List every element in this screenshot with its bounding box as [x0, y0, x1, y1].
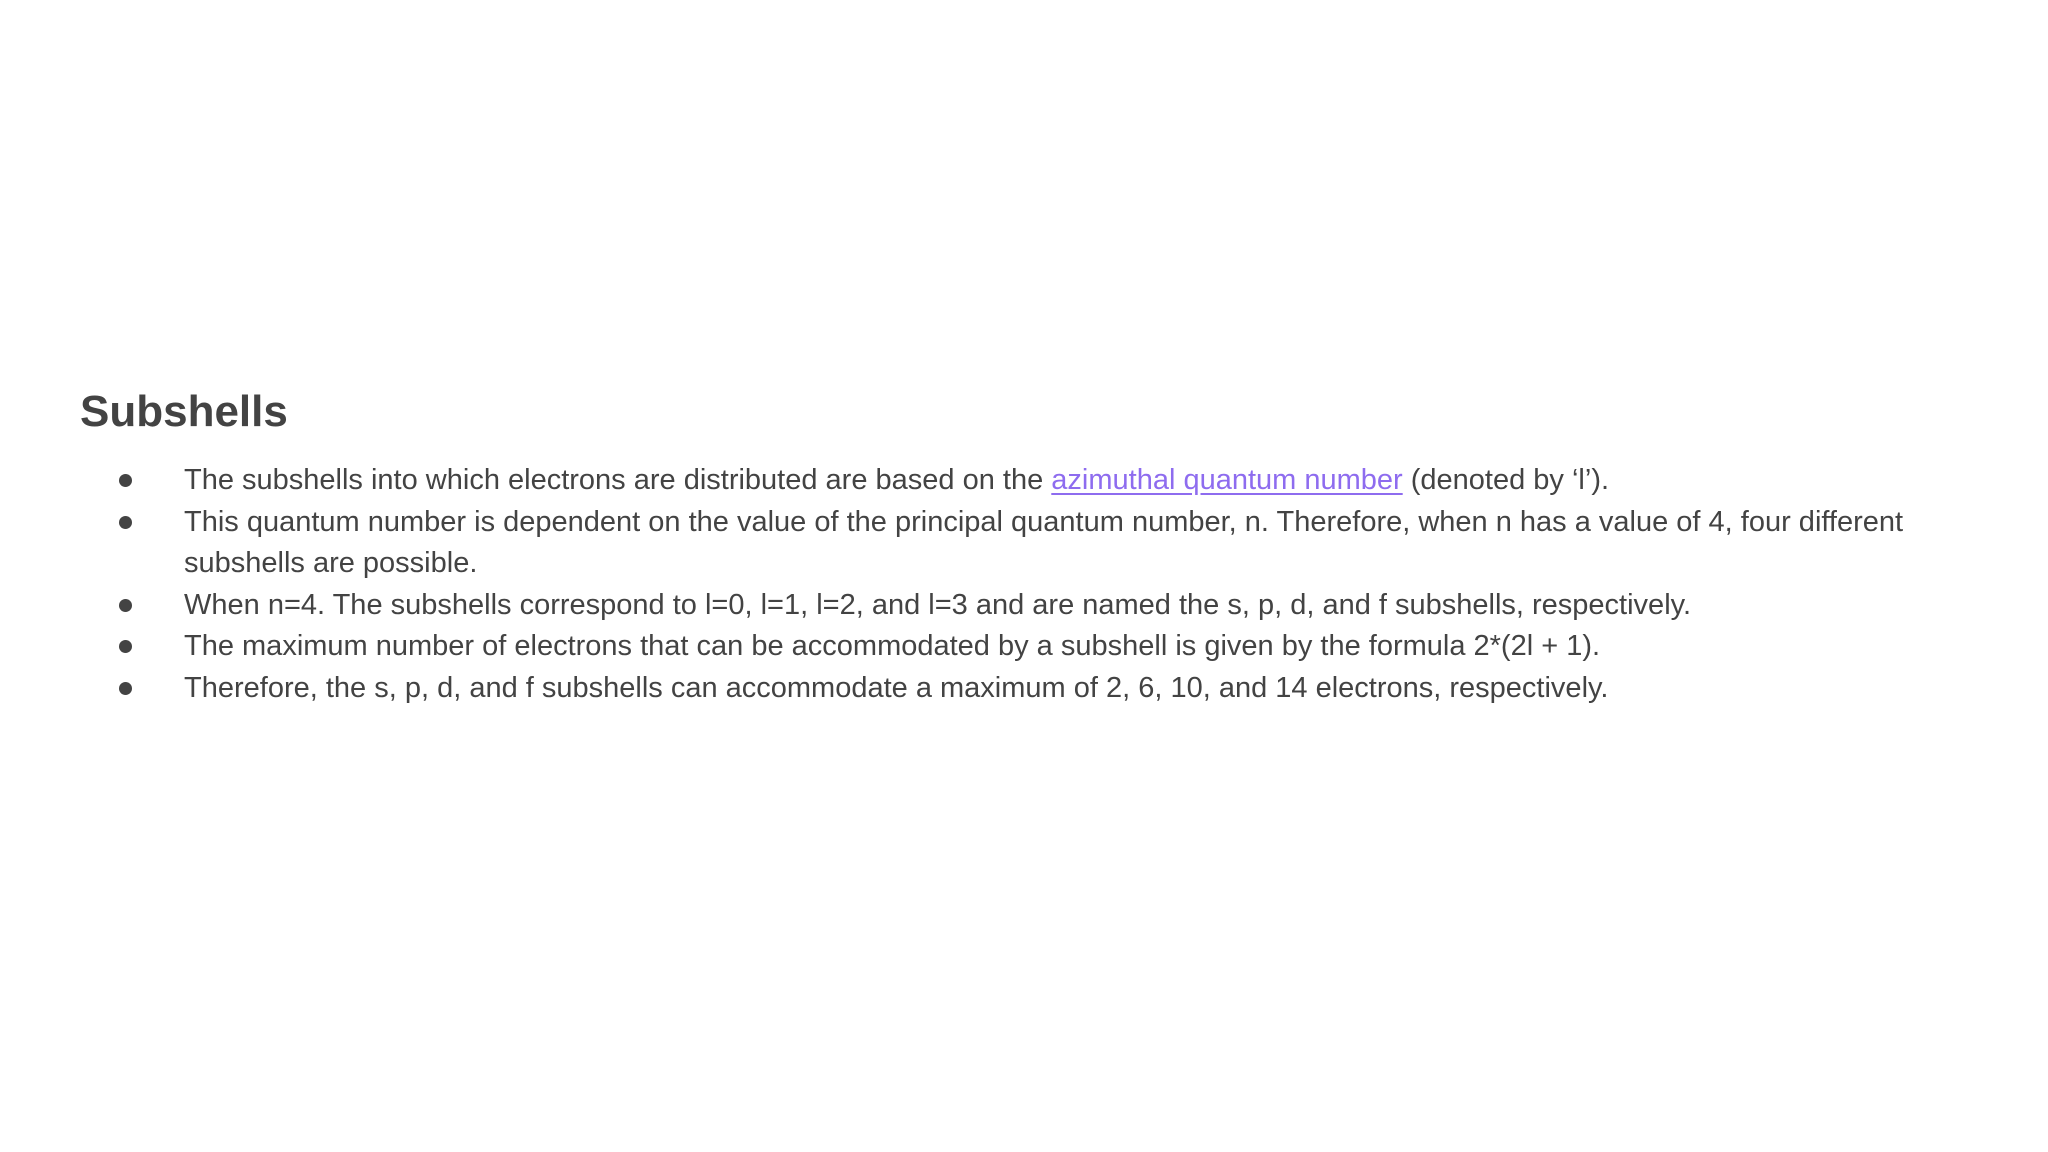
bullet-item-4: [0, 626, 2048, 668]
bullet-2-text: This quantum number is dependent on the value of the principal quantum number, n. Therefore, when n has a value of 4, four different subshells are possible.: [184, 505, 1904, 579]
bullet-item-1: [0, 460, 2048, 502]
bullet-list: [0, 460, 2048, 709]
azimuthal-quantum-number-link[interactable]: azimuthal quantum number: [1051, 464, 1403, 496]
bullet-5-text: Therefore, the s, p, d, and f subshells can accommodate a maximum of 2, 6, 10, and 14 electrons, respectively.: [184, 671, 1609, 704]
bullet-1-text-before: The subshells into which electrons are distributed are based on the: [184, 464, 1052, 496]
slide-title: Subshells: [80, 387, 288, 436]
bullet-dot-icon: [119, 640, 132, 653]
bullet-3-text: When n=4. The subshells correspond to l=0, l=1, l=2, and l=3 and are named the s, p, d, and f subshells, respectively.: [184, 588, 1692, 621]
bullet-dot-icon: [119, 516, 132, 529]
bullet-dot-icon: [119, 474, 132, 487]
bullet-dot-icon: [119, 599, 132, 612]
bullet-1-text-after: (denoted by ‘l’).: [1402, 464, 1610, 496]
bullet-4-text: The maximum number of electrons that can be accommodated by a subshell is given by the formula 2*(2l + 1).: [184, 630, 1601, 662]
bullet-item-3: [0, 585, 2048, 627]
bullet-item-2: [0, 502, 2048, 585]
bullet-dot-icon: [119, 682, 132, 695]
bullet-item-5: [0, 668, 2048, 710]
